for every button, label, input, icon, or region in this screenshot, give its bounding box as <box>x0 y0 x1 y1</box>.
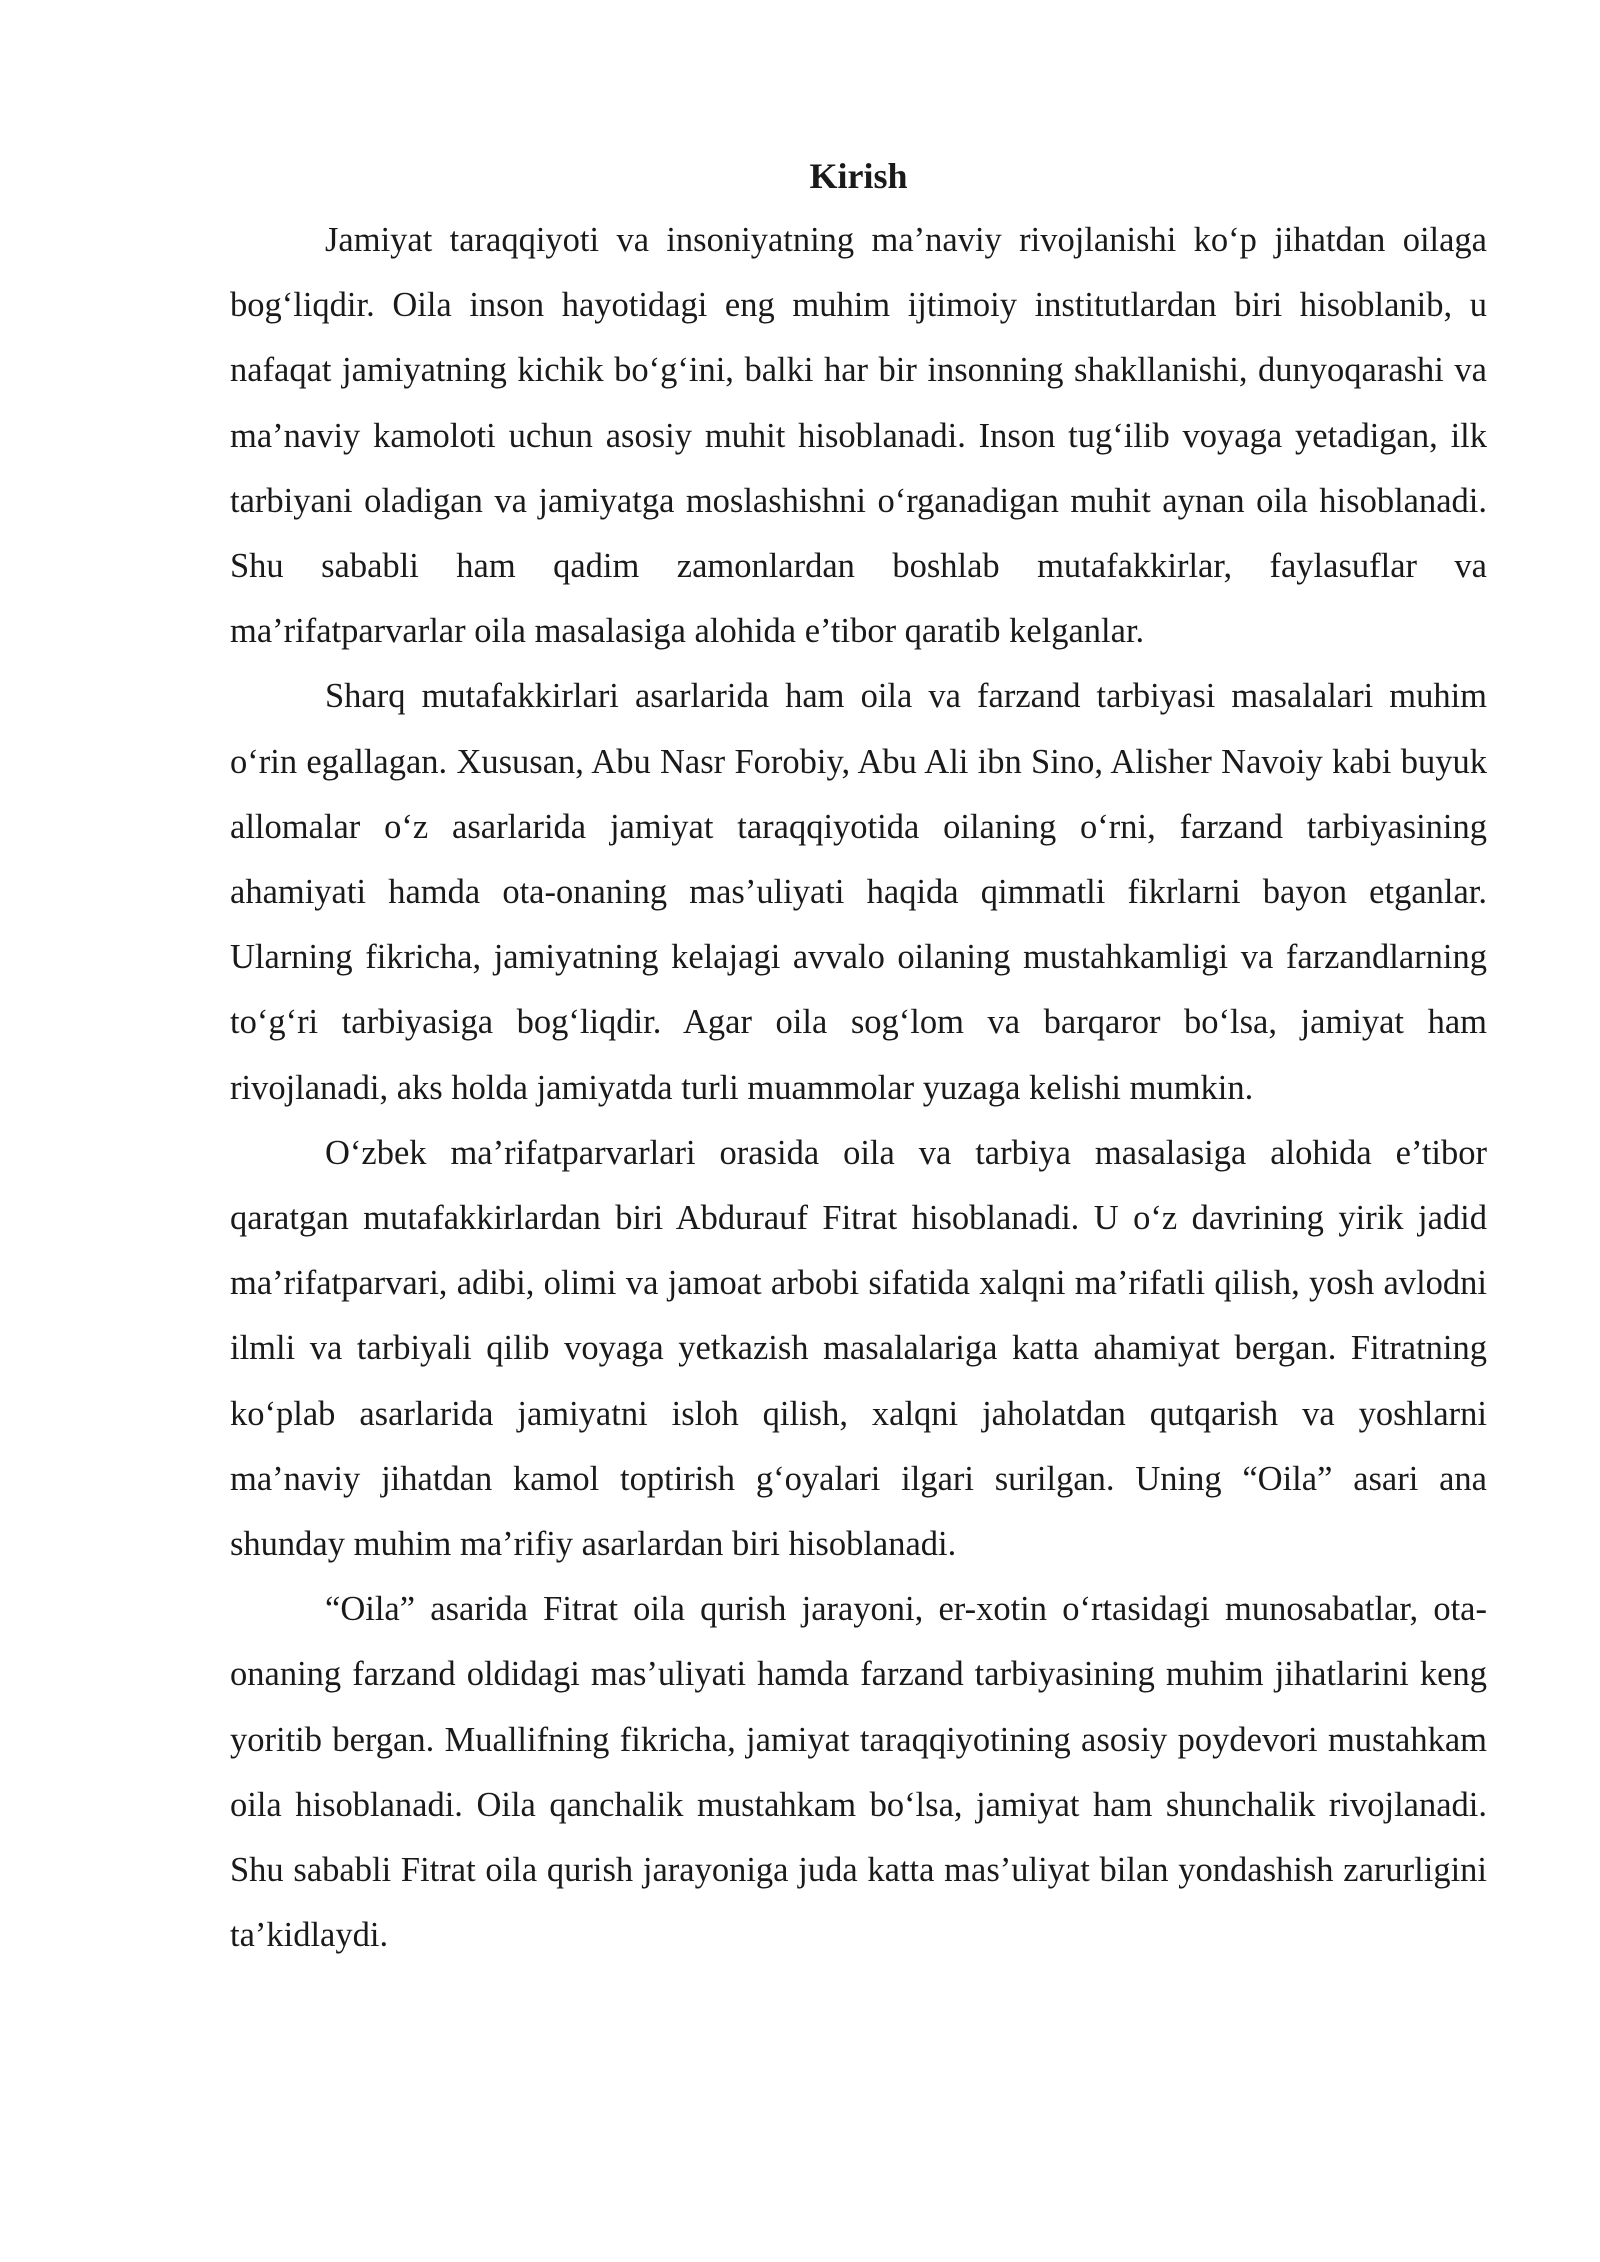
paragraph-3: O‘zbek ma’rifatparvarlari orasida oila va tarbiya masalasiga alohida e’tibor qaratgan mutafakkirlardan biri Abdurauf Fitrat hisoblanadi. U o‘z davrining yirik jadid ma’rifatparvari, adibi, olimi va jamoat arbobi sifatida xalqni ma’rifatli qilish, yosh avlodni ilmli va tarbiyali qilib voyaga yetkazish masalalariga katta ahamiyat bergan. Fitratning ko‘plab asarlarida jamiyatni isloh qilish, xalqni jaholatdan qutqarish va yoshlarni ma’naviy jihatdan kamol toptirish g‘oyalari ilgari surilgan. Uning “Oila” asari ana shunday muhim ma’rifiy asarlardan biri hisoblanadi. <box>230 1133 1487 1564</box>
paragraph-2: Sharq mutafakkirlari asarlarida ham oila va farzand tarbiyasi masalalari muhim o‘rin egallagan. Xususan, Abu Nasr Forobiy, Abu Ali ibn Sino, Alisher Navoiy kabi buyuk allomalar o‘z asarlarida jamiyat taraqqiyotida oilaning o‘rni, farzand tarbiyasining ahamiyati hamda ota-onaning mas’uliyati haqida qimmatli fikrlarni bayon etganlar. Ularning fikricha, jamiyatning kelajagi avvalo oilaning mustahkamligi va farzandlarning to‘g‘ri tarbiyasiga bog‘liqdir. Agar oila sog‘lom va barqaror bo‘lsa, jamiyat ham rivojlanadi, aks holda jamiyatda turli muammolar yuzaga kelishi mumkin. <box>230 677 1487 1107</box>
paragraph-4: “Oila” asarida Fitrat oila qurish jarayoni, er-xotin o‘rtasidagi munosabatlar, ota-onaning farzand oldidagi mas’uliyati hamda farzand tarbiyasining muhim jihatlarini keng yoritib bergan. Muallifning fikricha, jamiyat taraqqiyotining asosiy poydevori mustahkam oila hisoblanadi. Oila qanchalik mustahkam bo‘lsa, jamiyat ham shunchalik rivojlanadi. Shu sababli Fitrat oila qurish jarayoniga juda katta mas’uliyat bilan yondashish zarurligini ta’kidlaydi. <box>230 1590 1487 1955</box>
document-title: Kirish <box>809 156 908 196</box>
paragraph-1: Jamiyat taraqqiyoti va insoniyatning ma’naviy rivojlanishi ko‘p jihatdan oilaga bog‘liqdir. Oila inson hayotidagi eng muhim ijtimoiy institutlardan biri hisoblanib, u nafaqat jamiyatning kichik bo‘g‘ini, balki har bir insonning shakllanishi, dunyoqarashi va ma’naviy kamoloti uchun asosiy muhit hisoblanadi. Inson tug‘ilib voyaga yetadigan, ilk tarbiyani oladigan va jamiyatga moslashishni o‘rganadigan muhit aynan oila hisoblanadi. Shu sababli ham qadim zamonlardan boshlab mutafakkirlar, faylasuflar va ma’rifatparvarlar oila masalasiga alohida e’tibor qaratib kelganlar. <box>230 221 1487 651</box>
